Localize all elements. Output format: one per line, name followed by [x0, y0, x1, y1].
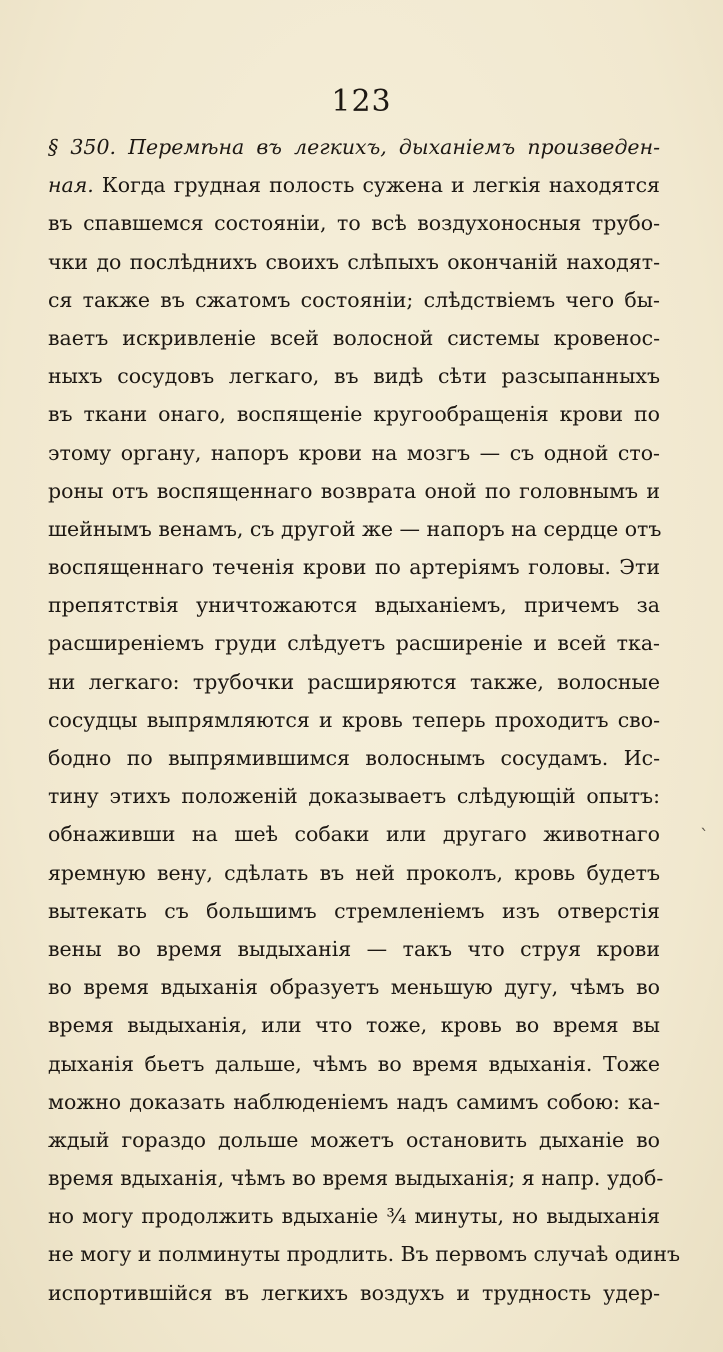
text-line: [48, 1121, 660, 1159]
body-text: чки до послѣднихъ своихъ слѣпыхъ окончаній находят-: [48, 249, 660, 274]
body-text: въ спавшемся состояніи, то всѣ воздухоносныя трубо-: [48, 211, 660, 236]
page-number: 123: [331, 84, 392, 119]
text-line: [48, 739, 660, 777]
text-line: [48, 1083, 660, 1121]
body-text: во время вдыханія образуетъ меньшую дугу, чѣмъ во: [48, 975, 660, 1000]
body-text: можно доказать наблюденіемъ надъ самимъ собою: ка-: [48, 1089, 660, 1114]
text-line: [48, 357, 660, 395]
body-text: воспященнаго теченія крови по артеріямъ головы. Эти: [48, 555, 660, 580]
body-text: въ ткани онаго, воспященіе кругообращенія крови по: [48, 402, 660, 427]
text-line: [48, 319, 660, 357]
text-line: [48, 586, 660, 624]
italic-heading-text: § 350. Перемѣна въ легкихъ, дыханіемъ произведен-: [48, 135, 660, 159]
text-line: [48, 930, 660, 968]
body-text: расширеніемъ груди слѣдуетъ расширеніе и всей тка-: [48, 631, 660, 656]
text-line: [48, 1045, 660, 1083]
body-text: бодно по выпрямившимся волоснымъ сосудамъ. Ис-: [48, 746, 660, 770]
text-line: [48, 510, 660, 548]
text-line: [48, 624, 660, 662]
text-line: [48, 166, 660, 204]
text-line: [48, 1159, 664, 1197]
body-text: не могу и полминуты продлить. Въ первомъ случаѣ одинъ: [48, 1242, 681, 1267]
text-line: [48, 815, 660, 853]
text-line: [48, 1197, 660, 1235]
text-line: [48, 968, 660, 1006]
body-text: яремную вену, сдѣлать въ ней проколъ, кровь будетъ: [48, 860, 660, 885]
body-text: ждый гораздо дольше можетъ остановить дыханіе во: [48, 1127, 660, 1152]
text-line: [48, 663, 660, 701]
body-text: вены во время выдыханія — такъ что струя крови: [48, 936, 660, 961]
body-text: дыханія бьетъ дальше, чѣмъ во время вдыханія. Тоже: [48, 1051, 660, 1076]
text-line: [48, 701, 660, 739]
text-line: [48, 281, 660, 319]
paragraph-350: [48, 128, 681, 1312]
body-text: но могу продолжить вдыханіе ¾ минуты, но выдыханія: [48, 1204, 660, 1229]
text-line: [48, 854, 660, 892]
italic-heading-text: ная.: [48, 173, 94, 198]
body-text: время выдыханія, или что тоже, кровь во время вы: [48, 1013, 660, 1038]
text-line: [48, 395, 660, 433]
text-line: [48, 434, 660, 472]
text-line: [48, 1235, 681, 1273]
text-line: [48, 204, 660, 242]
body-text: шейнымъ венамъ, съ другой же — напоръ на сердце отъ: [48, 516, 662, 541]
body-text: препятствія уничтожаются вдыханіемъ, причемъ за: [48, 593, 660, 618]
body-text: ныхъ сосудовъ легкаго, въ видѣ сѣти разсыпанныхъ: [48, 364, 660, 389]
body-text: испортившійся въ легкихъ воздухъ и трудность удер-: [48, 1280, 660, 1305]
text-line: [48, 892, 660, 930]
text-line: [48, 777, 660, 815]
text-line: [48, 243, 660, 281]
text-line: [48, 472, 660, 510]
text-line: [48, 1274, 660, 1312]
body-text: Когда грудная полость сужена и легкія находятся: [93, 173, 660, 198]
margin-mark: ˋ: [700, 826, 709, 847]
body-text: тину этихъ положеній доказываетъ слѣдующій опытъ:: [48, 784, 660, 809]
text-line: [48, 548, 660, 586]
body-text: вытекать съ большимъ стремленіемъ изъ отверстія: [48, 898, 660, 923]
body-text: ни легкаго: трубочки расширяются также, волосные: [48, 669, 660, 694]
body-text: сосудцы выпрямляются и кровь теперь проходитъ сво-: [48, 707, 660, 732]
body-text: ся также въ сжатомъ состояніи; слѣдствіемъ чего бы-: [48, 287, 660, 312]
text-line: [48, 1006, 660, 1044]
body-text: роны отъ воспященнаго возврата оной по головнымъ и: [48, 478, 660, 503]
body-text: обнаживши на шеѣ собаки или другаго животнаго: [48, 822, 660, 847]
text-line: [48, 128, 660, 166]
body-text: этому органу, напоръ крови на мозгъ — съ одной сто-: [48, 440, 660, 465]
body-text: ваетъ искривленіе всей волосной системы кровенос-: [48, 325, 660, 350]
body-text: время вдыханія, чѣмъ во время выдыханія; я напр. удоб-: [48, 1166, 664, 1191]
